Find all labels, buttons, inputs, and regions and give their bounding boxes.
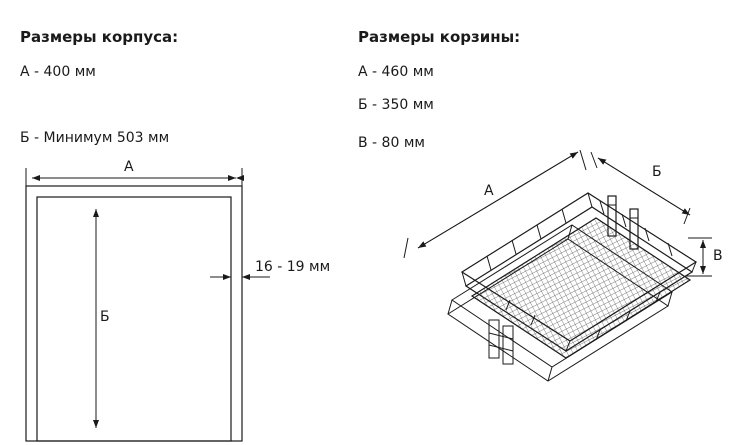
basket-dimensions-title: Размеры корзины: [358,28,521,46]
cabinet-spec-width: А - 400 мм [20,64,96,80]
basket-spec-depth: Б - 350 мм [358,97,434,113]
basket-length-label: А [484,183,494,199]
basket-isometric-view [404,150,712,381]
basket-height-label: В [713,248,723,264]
cabinet-height-label: Б [100,309,110,325]
basket-spec-length: А - 460 мм [358,64,434,80]
cabinet-spec-height: Б - Минимум 503 мм [20,130,170,146]
basket-spec-height: В - 80 мм [358,135,425,151]
basket-depth-label: Б [652,164,662,180]
cabinet-thickness-label: 16 - 19 мм [255,259,331,275]
cabinet-front-view [26,168,270,441]
cabinet-dimensions-title: Размеры корпуса: [20,28,179,46]
cabinet-width-label: А [124,159,134,175]
